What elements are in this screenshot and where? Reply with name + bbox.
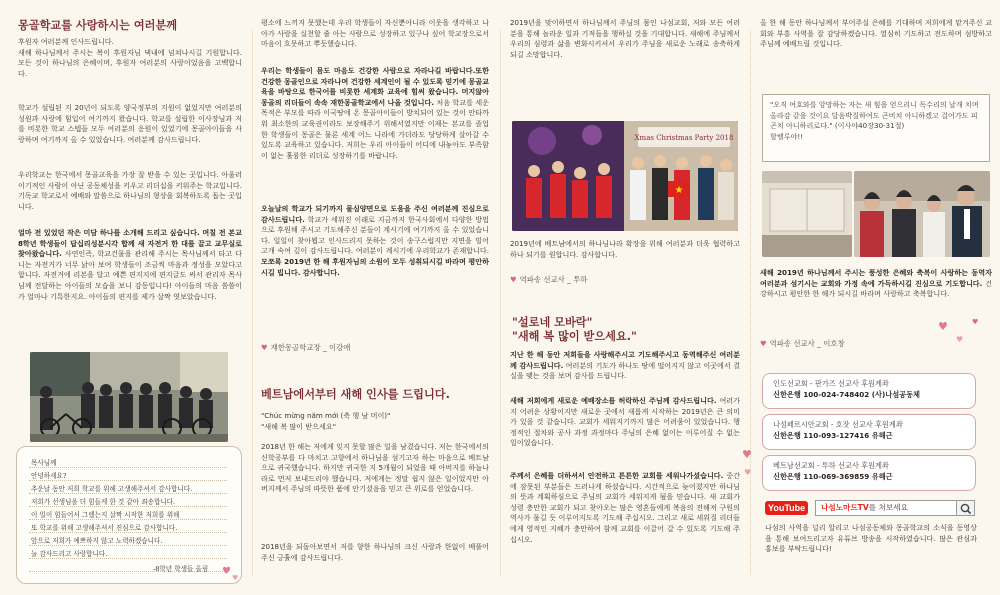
new-year-hope-paragraph: 2019년을 맞이하면서 하나님께서 주님의 몸인 나섬교회, 저와 모든 여러분을 통해 놀라운 일과 기적들을 행하실 것을 기대합니다. 새해에 주님께서 우리의 심령과 삶을 변화시키셔서 우리가 주님을 새로운 노래로 송축하게 되길 소망합니다. [510, 18, 740, 59]
youtube-search-button[interactable] [957, 500, 975, 516]
family-photo [854, 171, 990, 257]
scripture-quote-box [762, 94, 990, 162]
letter-line: 늘 감사드리고 사랑합니다. [31, 550, 108, 558]
account-number: 신한은행 100-024-748402 (사)나섬공동체 [773, 390, 920, 399]
vision-text: 처음 학교를 세운 목적은 부모를 따라 이국땅에 온 몽골아이들이 방치되어 있는 것이 안타까워 최소한의 교육권이라도 보장해주기 위해서였지만 이제는 본교를 졸업한 학생들이 몽골은 물론 세계 어느 나라에 가더라도 당당하게 살아갈 수 있도록 교육하고 있습니다. 저희는 우리 아이들이 어디에 내놓아도 부족함이 없는 훌륭한 리더로 성장하기를 바랍니다. [261, 97, 489, 160]
letter-line: 안녕하세요? [31, 472, 67, 480]
letter-line: 이 일이 힘들어서 그랬는지 살짝 시작한 저희를 위해 [31, 511, 180, 519]
youtube-query-suffix: 를 쳐보세요 [868, 503, 908, 512]
youtube-logo [765, 501, 809, 515]
church-interior-photo [762, 171, 852, 257]
new-church-text: 여러가지 어려운 상황이지만 새로운 곳에서 새롭게 시작하는 2019년은 큰 의미가 있을 것 같습니다. 교회가 세워지기까지 많은 어려움이 있었습니다. 행정적인 절차와 공사 과정 과정마다 주님의 은혜 없이는 이루어질 수 없는 일이었습니다. [510, 396, 740, 448]
india-mission-account-box [762, 373, 976, 409]
principal-signature [261, 342, 350, 353]
persian-greeting-title: "설로네 모바락" [512, 316, 593, 329]
mongol-school-title: 몽골학교를 사랑하시는 여러분께 [18, 19, 178, 32]
heart-icon: ♥ [510, 275, 517, 284]
vietnam-story-paragraph: 2018년 한 해는 저에게 잊지 못할 많은 일을 남겼습니다. 저는 한국에서의 신학공부를 다 마치고 고향에서 하나님을 섬기고자 하는 마음으로 베트남으로 귀국했습니다. 하지만 귀국한 지 5개월이 되었을 때 아버지를 하늘나라로 먼저 보내드리야 했습니다. 저에게는 정말 쉽지 않은 일이었지만 아버지께서 주님의 따뜻한 품에 안기셨음을 믿고 큰 위로를 얻었습니다. [261, 442, 489, 494]
bicycle-story-paragraph [18, 228, 242, 346]
account-title: 베트남선교회 - 투하 선교사 후원계좌 [773, 461, 889, 470]
thanks-text: 학교가 세워진 이래로 지금까지 한국사회에서 다양한 방법으로 후원해 주시고 기도해주신 분들이 계시기에 여기까지 올 수 있었습니다. 일일이 찾아뵙고 인사드리지 못하는 것이 송구스럽지만 지면을 빌어 고개 숙여 깊이 감사드립니다. 여러분이 계시기에 우리학교가 존재합니다. [261, 214, 489, 256]
heart-icon: ♥ [956, 335, 964, 344]
account-title: 인도선교회 - 판가즈 선교사 후원계좌 [773, 379, 889, 388]
vision-bold: 우리는 학생들이 몸도 마음도 건강한 사람으로 자라나길 바랍니다.또한 건강한 몽골인으로 자라나며 건강한 세계인이 될 수 있도록 믿기에 몽골교육을 바탕으로 한국어를 비롯한 세계화 교육에 힘써 왔습니다. 머지않아 몽골의 리더들이 속속 재한몽골학교에서 나올 것입니다. [261, 66, 489, 107]
hallelujah-text: 할렐루야!! [770, 131, 804, 141]
cooperation-paragraph: 2019년에 베트남에서의 하나님나라 확장을 위해 여러분과 더욱 협력하고 하나 되기를 원합니다. 감사합니다. [510, 239, 740, 259]
letter-signature: -8학년 학생들 올림 [153, 565, 209, 573]
gratitude-bold: 지난 한 해 동안 저희들을 사랑해주시고 기도해주시고 동역해주신 여러분께 감사드립니다. [510, 350, 740, 370]
church-prayer-paragraph [510, 471, 740, 587]
vietnam-greeting-title: 베트남에서부터 새해 인사를 드립니다. [261, 388, 450, 401]
letter-line: 목사님께 [31, 459, 57, 467]
heart-icon: ♥ [760, 339, 767, 348]
bicycle-story-bold: 얼마 전 있었던 작은 미담 하나를 소개해 드리고 싶습니다. 며칠 전 본교 8학년 학생들이 답십리성분시각 합께 새 자전거 한 대를 끌고 교무실로 찾아왔습니다. [18, 228, 242, 259]
church-prayer-bold: 주께서 은혜를 더하셔서 안전하고 튼튼한 교회를 세워나가셨습니다. [510, 471, 724, 480]
ministry-pledge-paragraph: 올 한 해 동안 하나님께서 부어주실 은혜를 기대하며 저희에게 맡겨주신 교회와 부흥 사역을 잘 감당하겠습니다. 열심히 기도하고 전도하며 섬방하고 주님께 예배드릴 것입니다. [760, 18, 992, 49]
column-1 [0, 0, 252, 595]
youtube-logo-text: YouTube [765, 501, 808, 515]
letter-line: 추운날 동안 저희 학교를 위해 고생해주셔서 감사합니다. [31, 485, 193, 493]
gratitude-paragraph [510, 350, 740, 383]
thanks-bold: 오늘날의 학교가 되기까지 물심양면으로 도움을 주신 여러분께 진심으로 감사드립니다. [261, 204, 489, 224]
vietnamese-greeting: "Chúc mừng năm mới (축 행 남 머이)" [261, 411, 391, 420]
letter-line: 앞으로 저희가 예쁘하지 않고 노력하겠습니다. [31, 537, 163, 545]
greeting-paragraph: 후원자 여러분께 인사드립니다. 새해 하나님께서 주시는 복이 후원자님 댁내에 넘쳐나시길 기원합니다. 모든 것이 하나님의 은혜이며, 후원자 여러분의 사랑이었음을 고백합니다. [18, 37, 242, 78]
svg-text:★: ★ [674, 185, 684, 196]
signature-text: 재한몽골학교장 _ 이강애 [270, 343, 351, 352]
school-mission-paragraph: 우리학교는 한국에서 몽골교육을 가장 잘 받을 수 있는 곳입니다. 아울러 이기적인 사람이 아닌 공동체성을 키우고 리더십을 키워주는 학교입니다. 기독교 학교로서 예배와 말씀으로 하나님의 형상을 회복하도록 돕는 곳입니다. [18, 170, 242, 211]
blessing-text: 건강하시고 평안한 한 해가 되시길 바라며 사랑하고 축복합니다. [760, 278, 992, 299]
new-church-bold: 새해 저희에게 새로운 예배장소를 허락하신 주님께 감사드립니다. [510, 396, 717, 405]
heart-icon: ♥ [972, 318, 979, 326]
thanks-paragraph [261, 204, 489, 322]
column-2 [252, 0, 500, 595]
heart-icon: ♥ [222, 566, 231, 577]
christmas-party-photo [512, 121, 738, 231]
account-number: 신한은행 110-093-127416 유해근 [773, 431, 893, 440]
youtube-promo-paragraph: 나섬의 사역을 널리 알리고 나섬공동체와 몽골학교의 소식을 동영상을 통해 보여드리고자 유튜브 방송을 시작하였습니다. 많은 관심과 홍보를 부탁드립니다! [765, 523, 977, 554]
vietnam-mission-account-box [762, 455, 976, 491]
heart-icon: ♥ [232, 574, 239, 582]
signature-text: 역파송 선교사 _ 투하 [519, 275, 588, 284]
tuha-signature [510, 274, 588, 285]
gratitude-text: 여러분의 기도가 하나도 땅에 떨어지지 않고 이곳에서 결실을 맺는 것을 보며 감사를 드립니다. [510, 360, 740, 381]
church-prayer-text: 중간에 잠못된 부분들은 드러나게 하셨습니다. 시간적으로 늦어졌지만 하나님의 뜻과 계획하심으로 주님의 교회가 세워지게 됨을 믿습니다. 새 교회가 성령 충만한 교회가 되고 찾아오는 많은 영혼들에게 복음의 전해져 구원의 역사가 물길 듯 이루어지도록 기도해 주십시오. 그리고 새로 세워질 리더들에게 영적인 지혜가 충만하여 함께 교회를 이끌어 갈 수 있도록 기도해 주십시오. [510, 471, 740, 544]
heart-icon: ♥ [742, 448, 752, 461]
vision-paragraph [261, 66, 489, 200]
bicycle-story-text: 사연인즉, 학교건물을 관리해 주시는 목사님께서 타고 다니는 자전거가 너무 낡아 보여 학생들이 조금씩 마음과 정성을 모았다고 합니다. 자전거에 리본을 달고 예쁜 편지지에 편지글도 써서 관리자 목사님께 전달하는 아이들의 모습을 보니 감동입니다! 아이들의 마음 씀씀이가 얼마나 기특한지요. 아이들의 편지를 제가 살짝 엿보았습니다. [18, 249, 242, 301]
youtube-search-input[interactable] [815, 500, 957, 516]
letter-line: 또 학교를 위해 고생해주셔서 진심으로 감사합니다. [31, 524, 178, 532]
school-history-paragraph: 학교가 설립된 지 20년이 되도록 양국정부의 지원이 없었지만 여러분의 성원과 사랑에 힘입어 여기까지 왔습니다. 학교를 설립한 이사장님과 저를 비롯한 학교 스텝들 모두 여러분의 응원이 있었기에 몽골아이들을 사랑하며 여기까지 올 수 있었습니다. 여러분께 감사드립니다. [18, 103, 242, 144]
vietnam-thanks-paragraph: 2018년을 되돌아보면서 저를 향한 하나님의 크신 사랑과 한없이 베풀어 주신 긍휼에 감사드립니다. [261, 542, 489, 562]
column-3 [500, 0, 750, 595]
handwritten-letter-card [16, 446, 242, 584]
new-year-greeting-title: "새해 복 많이 받으세요." [512, 330, 637, 343]
heart-icon: ♥ [744, 468, 752, 477]
youtube-query: 나섬노마드TV [821, 503, 869, 512]
blessing-paragraph [760, 268, 992, 323]
letter-line: 저희가 선생님을 더 힘들게 한 것 같아 죄송합니다. [31, 498, 176, 506]
youtube-search-bar[interactable] [765, 500, 975, 516]
hochang-signature [760, 338, 845, 349]
party-banner-text: Xmas Christmas Party 2018 [634, 134, 734, 142]
account-number: 신한은행 110-069-369859 유해근 [773, 472, 893, 481]
new-church-paragraph [510, 396, 740, 460]
heart-icon: ♥ [938, 320, 948, 333]
account-title: 나섬페르시안교회 - 호잣 선교사 후원계좌 [773, 420, 903, 429]
search-icon [957, 501, 975, 517]
blessing-bold: 새해 2019년 하나님께서 주시는 풍성한 은혜와 축복이 사랑하는 동역자 여러분과 섬기시는 교회와 가정 속에 가득하시길 진심으로 기도합니다. [760, 268, 992, 288]
persian-church-account-box [762, 414, 976, 450]
scripture-quote: "오직 여호와를 앙망하는 자는 새 힘을 얻으리니 독수리의 날개 치며 올라감 같을 것이요 달음박질하여도 곤비치 아니하겠고 걸어가도 피곤치 아니하리로다." (이사야40장30-31절) [770, 100, 979, 131]
thanks-closing: 모쪼록 2019년 한 해 후원자님의 소원이 모두 성취되시길 바라며 평안하시길 빕니다. 감사합니다. [261, 256, 489, 277]
korean-greeting: "새해 복 많이 받으세요" [261, 422, 336, 431]
pride-paragraph: 평소에 느끼지 못했는데 우리 학생들이 자신뿐아니라 이웃을 생각하고 나아가 사랑을 실천할 줄 아는 사람으로 성장하고 있구나 싶어 학교장으로서 마음이 흐뭇하고 뿌듯했습니다. [261, 18, 489, 49]
signature-text: 역파송 선교사 _ 이호창 [769, 339, 845, 348]
students-bicycle-photo [30, 352, 228, 442]
heart-icon: ♥ [261, 343, 268, 352]
